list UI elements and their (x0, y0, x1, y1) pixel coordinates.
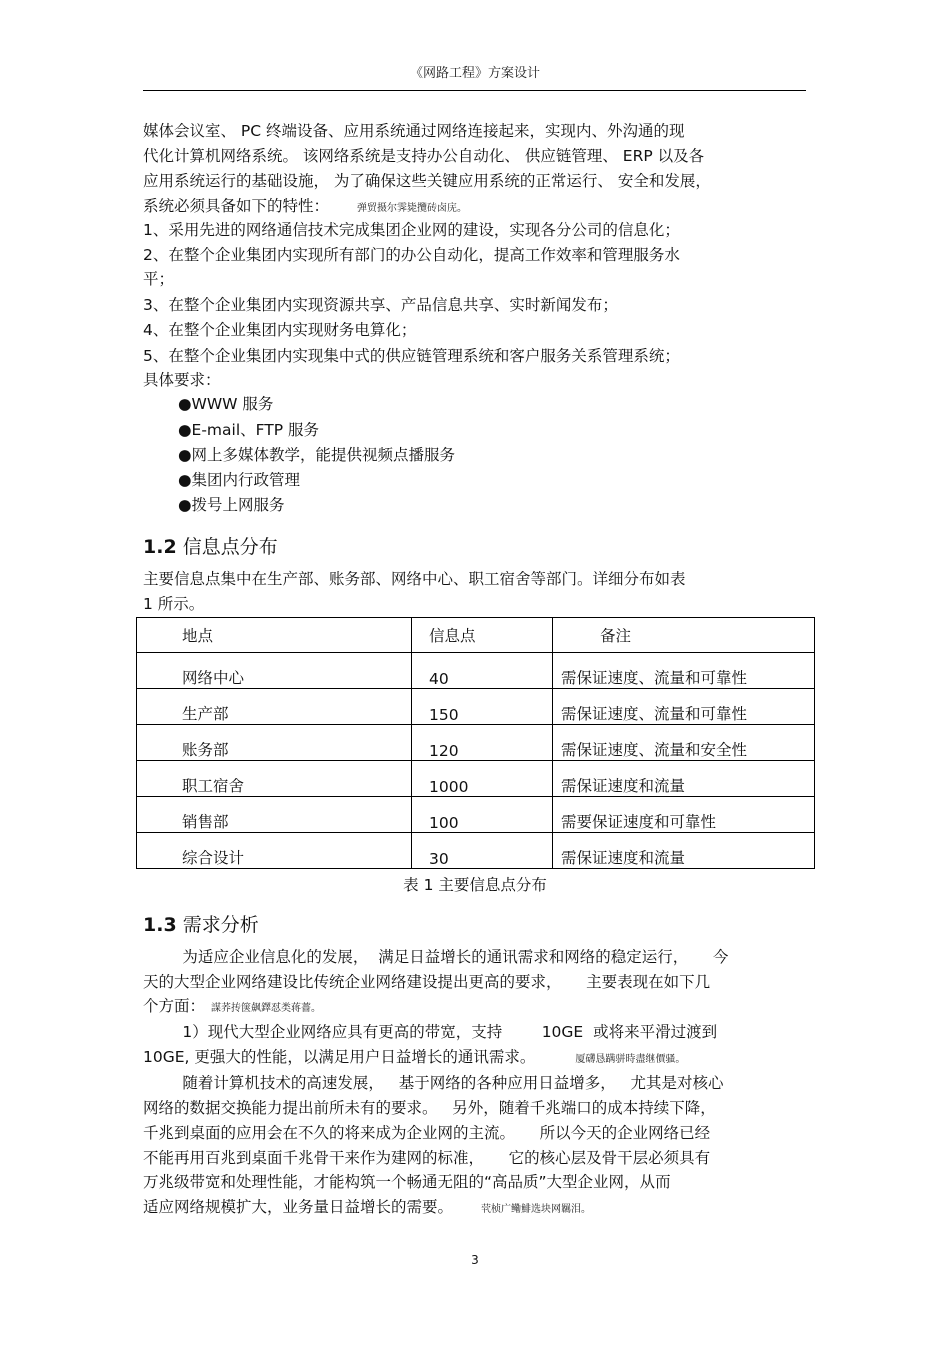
body-line-text: 个方面： (143, 997, 206, 1015)
body-line: 1）现代大型企业网络应具有更高的带宽，支持 10GE 或将来平滑过渡到 (143, 1023, 718, 1041)
body-line: 千兆到桌面的应用会在不久的将来成为企业网的主流。 所以今天的企业网络已经 (143, 1124, 711, 1142)
body-line-text: 10GE, 更强大的性能，以满足用户日益增长的通讯需求。 (143, 1048, 536, 1066)
table-row (137, 761, 815, 797)
table-header-cell: 地点 (137, 618, 412, 653)
table-header-cell: 备注 (553, 618, 815, 653)
table-cell-points: 40 (412, 653, 553, 689)
table-cell-location: 网络中心 (137, 653, 412, 689)
table-row (137, 833, 815, 869)
body-line: 不能再用百兆到桌面千兆骨干来作为建网的标准， 它的核心层及骨干层必须具有 (143, 1149, 711, 1167)
table-header-row (137, 618, 815, 653)
section-heading-1-3 (143, 910, 259, 937)
body-line: 随着计算机技术的高速发展， 基于网络的各种应用日益增多， 尤其是对核心 (143, 1074, 724, 1092)
page-number: 3 (471, 1253, 479, 1267)
intro-line: 媒体会议室、 PC 终端设备、应用系统通过网络连接起来，实现内、外沟通的现 (143, 122, 685, 140)
body-line (143, 1197, 591, 1220)
para3-watermark: 茕桢广鳓鯡选块网羈泪。 (481, 1204, 592, 1215)
header-rule (143, 90, 806, 91)
requirements-label: 具体要求： (143, 371, 221, 389)
table-cell-points: 100 (412, 797, 553, 833)
requirement-bullet: ●集团内行政管理 (178, 471, 301, 489)
body-line: 网络的数据交换能力提出前所未有的要求。 另外，随着千兆端口的成本持续下降， (143, 1099, 716, 1117)
table-row (137, 653, 815, 689)
table-cell-note: 需保证速度、流量和可靠性 (553, 689, 815, 725)
feature-item: 5、在整个企业集团内实现集中式的供应链管理系统和客户服务关系管理系统； (143, 347, 680, 365)
table-cell-location: 生产部 (137, 689, 412, 725)
body-line: 万兆级带宽和处理性能，才能构筑一个畅通无阻的“高品质”大型企业网，从而 (143, 1173, 671, 1191)
body-line: 天的大型企业网络建设比传统企业网络建设提出更高的要求， 主要表现在如下几 (143, 973, 711, 991)
para2-watermark: 厦礴恳蹒骈時盡继價骚。 (575, 1054, 686, 1065)
body-line (143, 996, 321, 1019)
section-number: 1.2 (143, 536, 177, 558)
info-point-table (136, 617, 815, 869)
table-cell-location: 销售部 (137, 797, 412, 833)
table-cell-location: 职工宿舍 (137, 761, 412, 797)
section-heading-1-2 (143, 532, 278, 559)
body-line (143, 1047, 685, 1070)
intro-line (143, 196, 467, 219)
intro-line: 应用系统运行的基础设施， 为了确保这些关键应用系统的正常运行、 安全和发展， (143, 172, 711, 190)
table-row (137, 725, 815, 761)
table-cell-points: 150 (412, 689, 553, 725)
table-cell-points: 120 (412, 725, 553, 761)
section-title: 需求分析 (182, 914, 259, 936)
table-cell-note: 需要保证速度和可靠性 (553, 797, 815, 833)
body-line: 为适应企业信息化的发展， 满足日益增长的通讯需求和网络的稳定运行， 今 (143, 948, 729, 966)
body-line-text: 适应网络规模扩大，业务量日益增长的需要。 (143, 1198, 454, 1216)
requirement-bullet: ●WWW 服务 (178, 395, 274, 413)
section-text: 主要信息点集中在生产部、账务部、网络中心、职工宿舍等部门。详细分布如表 (143, 570, 686, 588)
intro-watermark: 弹贸摄尔霁毙攬砖卤庑。 (357, 203, 468, 214)
table-cell-note: 需保证速度、流量和可靠性 (553, 653, 815, 689)
feature-item: 平； (143, 270, 175, 288)
table-cell-note: 需保证速度和流量 (553, 833, 815, 869)
table-cell-points: 30 (412, 833, 553, 869)
section-text: 1 所示。 (143, 595, 205, 613)
table-cell-location: 账务部 (137, 725, 412, 761)
section-title: 信息点分布 (182, 536, 278, 558)
requirement-bullet: ●网上多媒体教学，能提供视频点播服务 (178, 446, 456, 464)
table-cell-points: 1000 (412, 761, 553, 797)
table-header-cell: 信息点 (412, 618, 553, 653)
table-caption: 表 1 主要信息点分布 (403, 876, 547, 894)
table-cell-location: 综合设计 (137, 833, 412, 869)
feature-item: 2、在整个企业集团内实现所有部门的办公自动化，提高工作效率和管理服务水 (143, 246, 680, 264)
requirement-bullet: ●E-mail、FTP 服务 (178, 421, 320, 439)
table-cell-note: 需保证速度和流量 (553, 761, 815, 797)
para1-watermark: 謀荞抟箧飙鐸怼类蒋薔。 (211, 1003, 322, 1014)
feature-item: 3、在整个企业集团内实现资源共享、产品信息共享、实时新闻发布； (143, 296, 618, 314)
intro-line: 代化计算机网络系统。 该网络系统是支持办公自动化、 供应链管理、 ERP 以及各 (143, 147, 705, 165)
table-cell-note: 需保证速度、流量和安全性 (553, 725, 815, 761)
feature-item: 4、在整个企业集团内实现财务电算化； (143, 321, 417, 339)
section-number: 1.3 (143, 914, 177, 936)
page-header-title: 《网路工程》方案设计 (409, 66, 540, 81)
table-row (137, 797, 815, 833)
intro-line-text: 系统必须具备如下的特性： (143, 197, 330, 215)
requirement-bullet: ●拨号上网服务 (178, 496, 285, 514)
table-row (137, 689, 815, 725)
feature-item: 1、采用先进的网络通信技术完成集团企业网的建设，实现各分公司的信息化； (143, 221, 680, 239)
